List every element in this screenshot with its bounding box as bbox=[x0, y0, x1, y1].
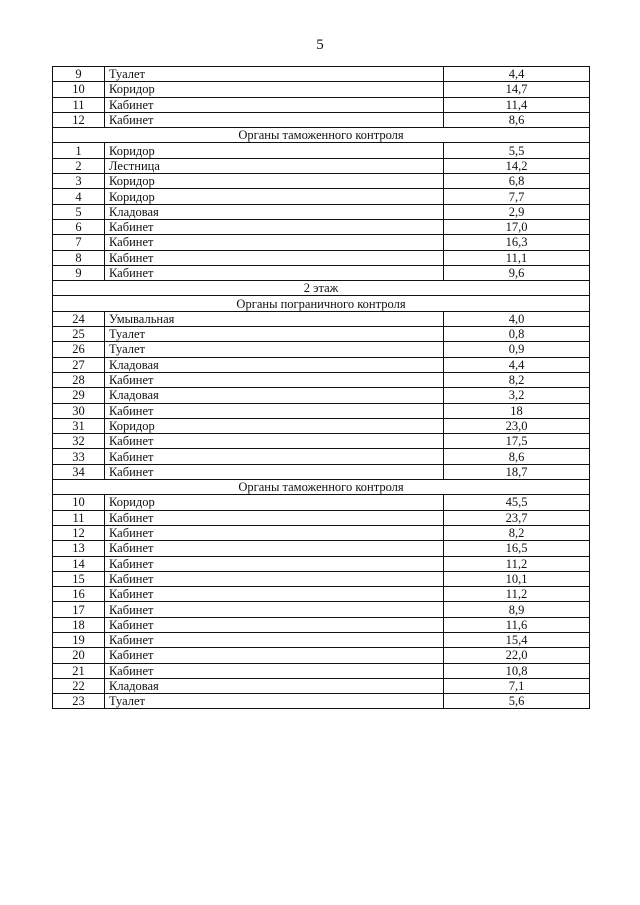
room-area-cell: 8,2 bbox=[444, 372, 590, 387]
table-row bbox=[53, 372, 590, 387]
room-number-cell: 10 bbox=[53, 495, 105, 510]
room-name-cell: Кабинет bbox=[105, 541, 444, 556]
room-number-cell: 28 bbox=[53, 372, 105, 387]
table-row bbox=[53, 158, 590, 173]
table-row bbox=[53, 219, 590, 234]
room-number-cell: 4 bbox=[53, 189, 105, 204]
room-name-cell: Кабинет bbox=[105, 372, 444, 387]
room-area-cell: 11,4 bbox=[444, 97, 590, 112]
room-area-cell: 18,7 bbox=[444, 464, 590, 479]
page-number: 5 bbox=[316, 37, 324, 53]
section-title: Органы пограничного контроля bbox=[53, 296, 590, 311]
room-number-cell: 15 bbox=[53, 571, 105, 586]
room-number-cell: 1 bbox=[53, 143, 105, 158]
room-name-cell: Кабинет bbox=[105, 571, 444, 586]
room-name-cell: Кабинет bbox=[105, 449, 444, 464]
room-number-cell: 2 bbox=[53, 158, 105, 173]
room-name-cell: Кабинет bbox=[105, 663, 444, 678]
table-row bbox=[53, 694, 590, 709]
room-area-cell: 23,0 bbox=[444, 418, 590, 433]
table-row bbox=[53, 67, 590, 82]
table-row bbox=[53, 464, 590, 479]
room-name-cell: Туалет bbox=[105, 327, 444, 342]
room-number-cell: 24 bbox=[53, 311, 105, 326]
room-area-cell: 18 bbox=[444, 403, 590, 418]
table-row bbox=[53, 143, 590, 158]
room-number-cell: 8 bbox=[53, 250, 105, 265]
room-number-cell: 7 bbox=[53, 235, 105, 250]
room-number-cell: 13 bbox=[53, 541, 105, 556]
room-area-cell: 15,4 bbox=[444, 632, 590, 647]
room-name-cell: Лестница bbox=[105, 158, 444, 173]
room-area-cell: 4,0 bbox=[444, 311, 590, 326]
room-number-cell: 31 bbox=[53, 418, 105, 433]
table-row bbox=[53, 648, 590, 663]
room-number-cell: 34 bbox=[53, 464, 105, 479]
room-name-cell: Туалет bbox=[105, 342, 444, 357]
room-name-cell: Кабинет bbox=[105, 510, 444, 525]
table-row bbox=[53, 571, 590, 586]
room-number-cell: 16 bbox=[53, 587, 105, 602]
section-header-row bbox=[53, 128, 590, 143]
room-number-cell: 11 bbox=[53, 97, 105, 112]
room-name-cell: Кабинет bbox=[105, 250, 444, 265]
room-name-cell: Кладовая bbox=[105, 204, 444, 219]
room-number-cell: 32 bbox=[53, 434, 105, 449]
table-row bbox=[53, 587, 590, 602]
section-title: Органы таможенного контроля bbox=[53, 128, 590, 143]
table-row bbox=[53, 250, 590, 265]
room-number-cell: 9 bbox=[53, 265, 105, 280]
table-row bbox=[53, 556, 590, 571]
table-row bbox=[53, 311, 590, 326]
room-name-cell: Кабинет bbox=[105, 403, 444, 418]
room-number-cell: 12 bbox=[53, 112, 105, 127]
room-number-cell: 3 bbox=[53, 174, 105, 189]
room-name-cell: Коридор bbox=[105, 418, 444, 433]
room-area-cell: 16,5 bbox=[444, 541, 590, 556]
section-header-row bbox=[53, 296, 590, 311]
section-title: Органы таможенного контроля bbox=[53, 480, 590, 495]
room-area-cell: 6,8 bbox=[444, 174, 590, 189]
room-area-cell: 8,2 bbox=[444, 525, 590, 540]
room-number-cell: 12 bbox=[53, 525, 105, 540]
room-number-cell: 5 bbox=[53, 204, 105, 219]
room-area-cell: 11,1 bbox=[444, 250, 590, 265]
room-area-cell: 7,7 bbox=[444, 189, 590, 204]
room-area-cell: 4,4 bbox=[444, 67, 590, 82]
table-row bbox=[53, 510, 590, 525]
room-area-cell: 11,2 bbox=[444, 587, 590, 602]
room-name-cell: Кабинет bbox=[105, 556, 444, 571]
table-row bbox=[53, 82, 590, 97]
table-row bbox=[53, 495, 590, 510]
room-area-cell: 5,6 bbox=[444, 694, 590, 709]
table-row bbox=[53, 112, 590, 127]
room-number-cell: 9 bbox=[53, 67, 105, 82]
table-row bbox=[53, 357, 590, 372]
room-area-cell: 0,8 bbox=[444, 327, 590, 342]
table-row bbox=[53, 678, 590, 693]
room-name-cell: Коридор bbox=[105, 143, 444, 158]
room-name-cell: Кабинет bbox=[105, 464, 444, 479]
room-area-cell: 9,6 bbox=[444, 265, 590, 280]
room-area-cell: 14,7 bbox=[444, 82, 590, 97]
room-area-cell: 10,8 bbox=[444, 663, 590, 678]
room-name-cell: Туалет bbox=[105, 694, 444, 709]
room-number-cell: 30 bbox=[53, 403, 105, 418]
room-number-cell: 20 bbox=[53, 648, 105, 663]
room-number-cell: 17 bbox=[53, 602, 105, 617]
room-area-cell: 5,5 bbox=[444, 143, 590, 158]
room-name-cell: Кабинет bbox=[105, 587, 444, 602]
room-number-cell: 33 bbox=[53, 449, 105, 464]
room-number-cell: 29 bbox=[53, 388, 105, 403]
table-row bbox=[53, 204, 590, 219]
table-row bbox=[53, 525, 590, 540]
room-area-cell: 10,1 bbox=[444, 571, 590, 586]
room-number-cell: 23 bbox=[53, 694, 105, 709]
room-name-cell: Кабинет bbox=[105, 112, 444, 127]
room-area-cell: 3,2 bbox=[444, 388, 590, 403]
room-number-cell: 10 bbox=[53, 82, 105, 97]
room-name-cell: Кабинет bbox=[105, 602, 444, 617]
rooms-table bbox=[52, 66, 590, 709]
room-area-cell: 16,3 bbox=[444, 235, 590, 250]
room-area-cell: 17,5 bbox=[444, 434, 590, 449]
room-number-cell: 26 bbox=[53, 342, 105, 357]
room-number-cell: 25 bbox=[53, 327, 105, 342]
table-row bbox=[53, 632, 590, 647]
table-row bbox=[53, 434, 590, 449]
table-row bbox=[53, 235, 590, 250]
room-area-cell: 11,2 bbox=[444, 556, 590, 571]
room-number-cell: 18 bbox=[53, 617, 105, 632]
room-name-cell: Коридор bbox=[105, 189, 444, 204]
room-area-cell: 7,1 bbox=[444, 678, 590, 693]
room-name-cell: Умывальная bbox=[105, 311, 444, 326]
section-header-row bbox=[53, 281, 590, 296]
table-row bbox=[53, 265, 590, 280]
room-name-cell: Кабинет bbox=[105, 617, 444, 632]
room-area-cell: 2,9 bbox=[444, 204, 590, 219]
table-row bbox=[53, 418, 590, 433]
table-row bbox=[53, 617, 590, 632]
room-number-cell: 21 bbox=[53, 663, 105, 678]
table-row bbox=[53, 174, 590, 189]
table-row bbox=[53, 189, 590, 204]
room-area-cell: 14,2 bbox=[444, 158, 590, 173]
room-area-cell: 23,7 bbox=[444, 510, 590, 525]
room-number-cell: 6 bbox=[53, 219, 105, 234]
table-row bbox=[53, 327, 590, 342]
room-name-cell: Коридор bbox=[105, 82, 444, 97]
room-name-cell: Кладовая bbox=[105, 388, 444, 403]
room-area-cell: 11,6 bbox=[444, 617, 590, 632]
table-row bbox=[53, 602, 590, 617]
rooms-table-body bbox=[53, 67, 590, 709]
room-number-cell: 19 bbox=[53, 632, 105, 647]
room-name-cell: Кабинет bbox=[105, 265, 444, 280]
room-name-cell: Кабинет bbox=[105, 235, 444, 250]
room-area-cell: 8,6 bbox=[444, 112, 590, 127]
table-row bbox=[53, 449, 590, 464]
room-name-cell: Туалет bbox=[105, 67, 444, 82]
room-area-cell: 17,0 bbox=[444, 219, 590, 234]
room-name-cell: Кабинет bbox=[105, 525, 444, 540]
table-row bbox=[53, 342, 590, 357]
room-name-cell: Кладовая bbox=[105, 678, 444, 693]
room-area-cell: 8,9 bbox=[444, 602, 590, 617]
table-row bbox=[53, 663, 590, 678]
room-name-cell: Коридор bbox=[105, 495, 444, 510]
room-number-cell: 11 bbox=[53, 510, 105, 525]
room-name-cell: Кладовая bbox=[105, 357, 444, 372]
table-row bbox=[53, 388, 590, 403]
table-row bbox=[53, 97, 590, 112]
room-area-cell: 0,9 bbox=[444, 342, 590, 357]
room-name-cell: Кабинет bbox=[105, 632, 444, 647]
room-name-cell: Кабинет bbox=[105, 219, 444, 234]
room-number-cell: 27 bbox=[53, 357, 105, 372]
room-name-cell: Кабинет bbox=[105, 97, 444, 112]
room-area-cell: 45,5 bbox=[444, 495, 590, 510]
room-name-cell: Кабинет bbox=[105, 648, 444, 663]
room-number-cell: 14 bbox=[53, 556, 105, 571]
room-area-cell: 22,0 bbox=[444, 648, 590, 663]
table-row bbox=[53, 403, 590, 418]
section-title: 2 этаж bbox=[53, 281, 590, 296]
room-number-cell: 22 bbox=[53, 678, 105, 693]
section-header-row bbox=[53, 480, 590, 495]
room-area-cell: 4,4 bbox=[444, 357, 590, 372]
table-row bbox=[53, 541, 590, 556]
room-name-cell: Коридор bbox=[105, 174, 444, 189]
room-name-cell: Кабинет bbox=[105, 434, 444, 449]
room-area-cell: 8,6 bbox=[444, 449, 590, 464]
